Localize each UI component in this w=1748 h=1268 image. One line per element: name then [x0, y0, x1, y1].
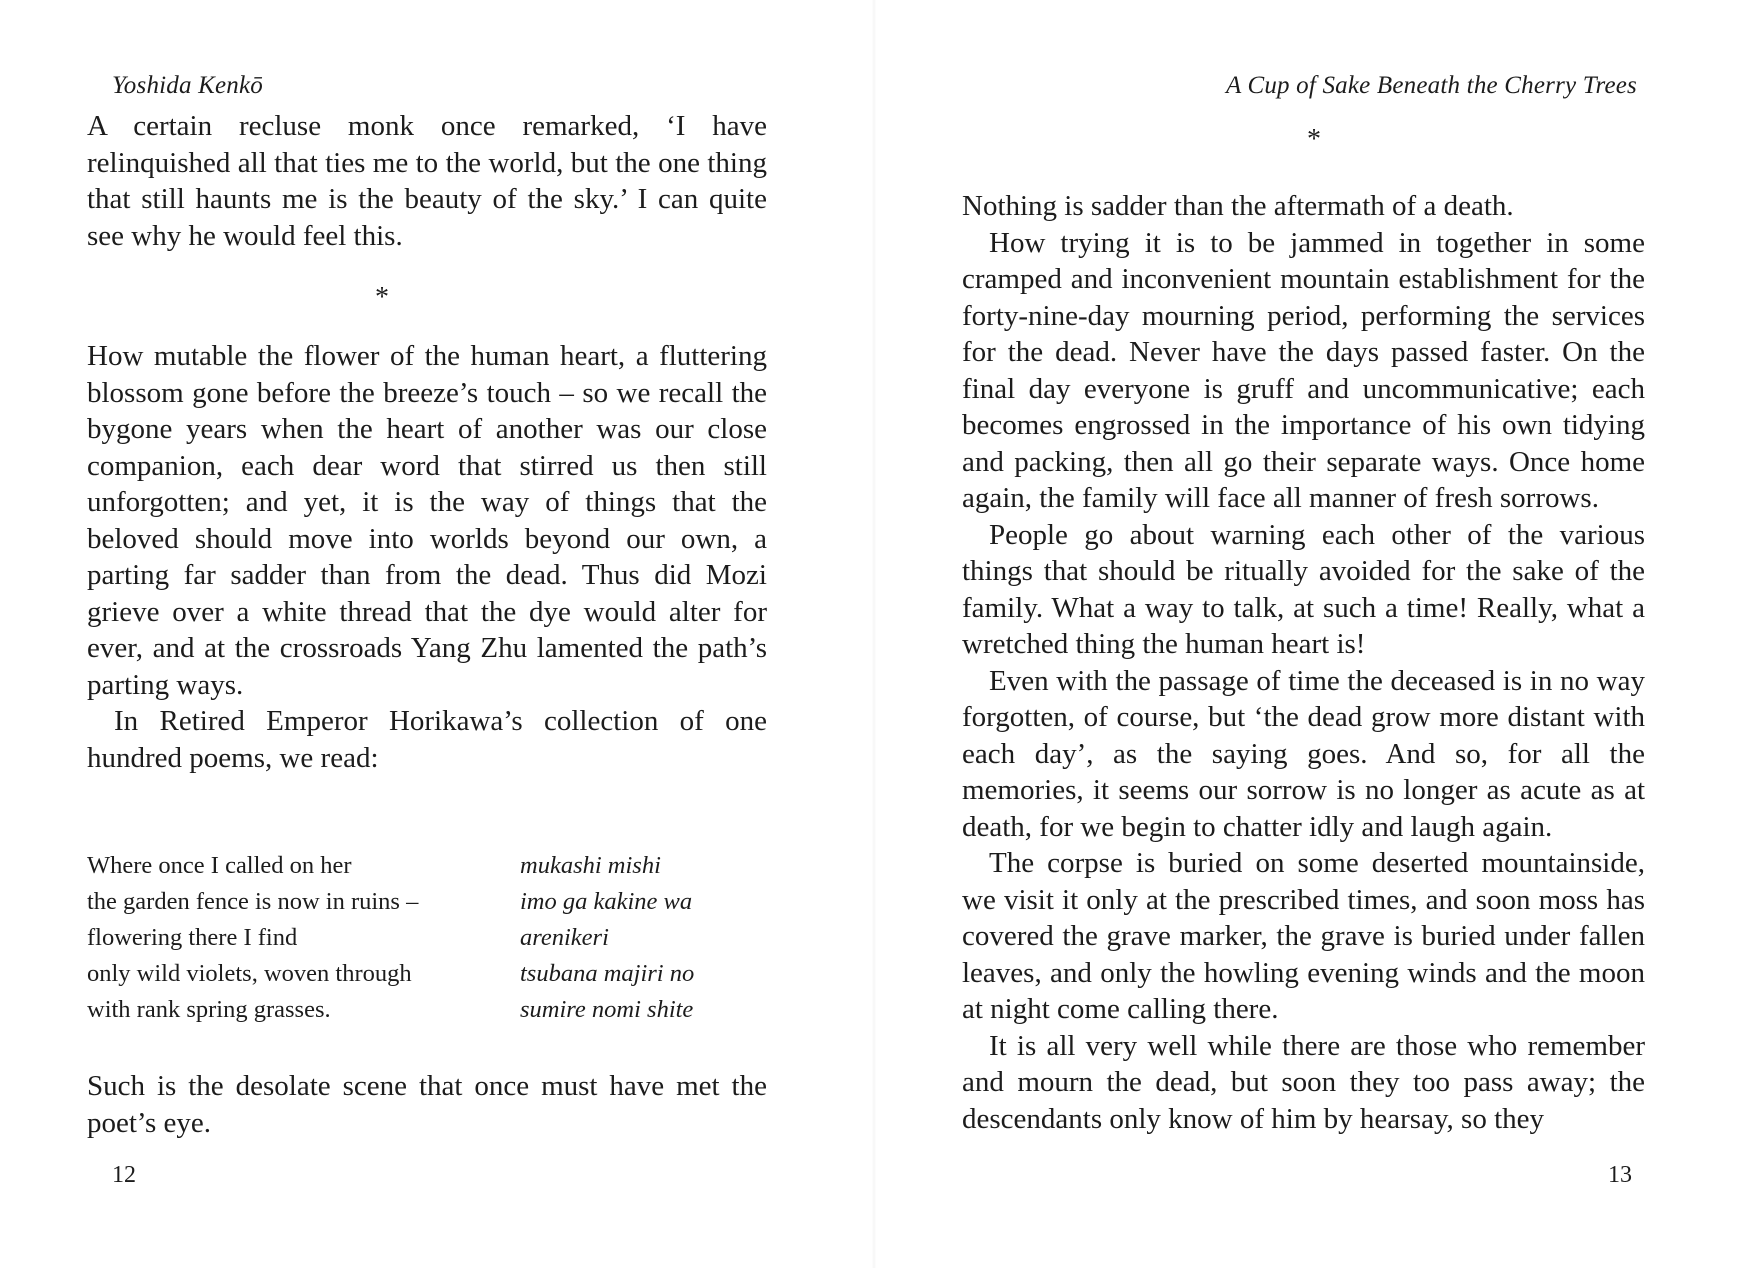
poem-romaji-line: imo ga kakine wa: [520, 888, 693, 915]
section-break: *: [375, 282, 389, 313]
running-head-author: Yoshida Kenkō: [112, 72, 264, 99]
poem-english-line: with rank spring grasses.: [87, 996, 331, 1023]
paragraph-desolate: Such is the desolate scene that once must have met the poet’s eye.: [87, 1070, 767, 1139]
text-block-sky: [87, 108, 767, 254]
paragraph-descendants: It is all very well while there are those who remember and mourn the dead, but soon they too pass away; the descendants only know of him by hearsay, so they: [962, 1029, 1645, 1135]
poem-line: [87, 992, 787, 1028]
text-block-aftermath: [962, 188, 1645, 1137]
paragraph-aftermath: Nothing is sadder than the aftermath of a death.: [962, 190, 1514, 222]
poem-english-line: flowering there I find: [87, 924, 298, 951]
poem-line: [87, 884, 787, 920]
paragraph-sky: A certain recluse monk once remarked, ‘I have relinquished all that ties me to the world, but the one thing that still haunts me is the beauty of the sky.’ I can quite see why he would feel this.: [87, 110, 767, 252]
poem-romaji-line: sumire nomi shite: [520, 996, 694, 1023]
poem-line: [87, 920, 787, 956]
section-break: *: [1307, 124, 1321, 155]
poem-line: [87, 848, 787, 884]
poem-romaji-line: tsubana majiri no: [520, 960, 695, 987]
running-head-title: A Cup of Sake Beneath the Cherry Trees: [1225, 72, 1637, 99]
page-number: 13: [1608, 1162, 1632, 1188]
paragraph-mourning: How trying it is to be jammed in together in some cramped and inconvenient mountain establishment for the forty-nine-day mourning period, performing the services for the dead. Never have the days passed faster. On the final day everyone is gruff and uncommunicative; each becomes engrossed in the importance of his own tidying and packing, then all go their separate ways. Once home again, the family will face all manner of fresh sorrows.: [962, 226, 1645, 514]
paragraph-corpse: The corpse is buried on some deserted mountainside, we visit it only at the prescribed times, and soon moss has covered the grave marker, the grave is buried under fallen leaves, and only the howling evening winds and the moon at night come calling there.: [962, 847, 1645, 1025]
poem-romaji-line: arenikeri: [520, 924, 609, 951]
right-page: [874, 0, 1748, 1268]
poem-english-line: Where once I called on her: [87, 852, 352, 879]
poem-english-line: only wild violets, woven through: [87, 960, 412, 987]
poem: [87, 848, 787, 1028]
poem-line: [87, 956, 787, 992]
text-block-heart: [87, 338, 767, 776]
paragraph-heart: How mutable the flower of the human heart, a fluttering blossom gone before the breeze’s touch – so we recall the bygone years when the heart of another was our close companion, each dear word that stirred us then still unforgotten; and yet, it is the way of things that the beloved should move into worlds beyond our own, a parting far sadder than from the dead. Thus did Mozi grieve over a white thread that the dye would alter for ever, and at the crossroads Yang Zhu lamented the path’s parting ways.: [87, 340, 767, 701]
paragraph-warnings: People go about warning each other of the various things that should be ritually avoided for the sake of the family. What a way to talk, at such a time! Really, what a wretched thing the human heart is!: [962, 518, 1645, 660]
page-number: 12: [112, 1162, 136, 1188]
poem-english-line: the garden fence is now in ruins –: [87, 888, 419, 915]
paragraph-passage-of-time: Even with the passage of time the deceased is in no way forgotten, of course, but ‘the dead grow more distant with each day’, as the saying goes. And so, for all the memories, it seems our sorrow is no longer as acute as at death, for we begin to chatter idly and laugh again.: [962, 664, 1645, 843]
paragraph-horikawa: In Retired Emperor Horikawa’s collection of one hundred poems, we read:: [87, 705, 767, 774]
text-block-desolate: [87, 1068, 767, 1141]
poem-romaji-line: mukashi mishi: [520, 852, 661, 879]
